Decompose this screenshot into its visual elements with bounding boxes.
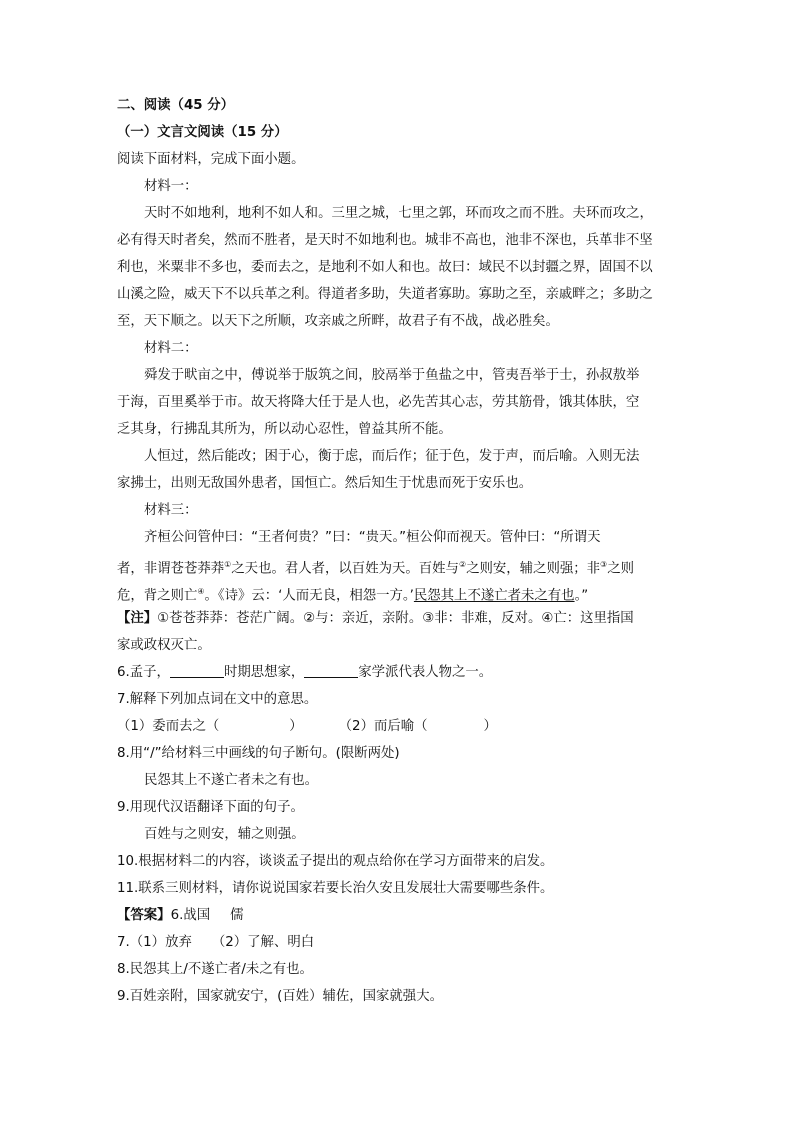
note-line [117,605,677,632]
material1-line: 至，天下顺之。以天下之所顺，攻亲戚之所畔，故君子有不战，战必胜矣。 [117,314,559,329]
material3-text: 危，背之则亡 [117,588,198,604]
answer-text: 儒 [230,908,244,923]
material2-line: 人恒过，然后能改；困于心，衡于虑，而后作；征于色，发于声，而后喻。入则无法 [144,449,640,464]
answer-text: 6.战国 [170,908,211,923]
answer-7 [117,929,677,956]
material2-label: 材料二： [144,341,198,356]
material3-text: 。” [574,588,589,604]
material3-line: 齐桓公问管仲曰：“王者何贵？”曰：“贵天。”桓公仰而视天。管仲曰：“所谓天 [144,530,601,545]
document-page [117,92,677,1010]
material1-line: 利也，米粟非不多也，委而去之，是地利不如人和也。故曰：域民不以封疆之界，固国不以 [117,260,653,275]
question-9-sentence: 百姓与之则安，辅之则强。 [144,827,305,842]
question-text: ） [289,719,303,734]
note-line: 家或政权灭亡。 [117,638,211,653]
answer-blank [170,662,224,678]
question-text: （1）委而去之（ [117,719,220,734]
instruction: 阅读下面材料，完成下面小题。 [117,152,305,167]
material3-text: 之则 [607,561,634,577]
answer-9: 9.百姓亲附，国家就安宁，(百姓）辅佐，国家就强大。 [117,989,443,1004]
note-label: 【注】 [117,611,158,626]
question-8: 8.用“/”给材料三中画线的句子断句。(限断两处) [117,746,400,761]
material3-text: 。《诗》云：‘人而无良，相怨一方。’ [204,588,414,604]
material1-line: 必有得天时者矣，然而不胜者，是天时不如地利也。城非不高也，池非不深也，兵革非不坚 [117,233,653,248]
material1-line: 山溪之险，威天下不以兵革之利。得道者多助，失道者寡助。寡助之至，亲戚畔之；多助之 [117,287,653,302]
answer-text: 7.（1）放弃 [117,935,192,950]
material3-text: 者，非谓苍苍莽莽 [117,561,225,577]
material3-label: 材料三： [144,503,198,518]
material2-line: 舜发于畎亩之中，傅说举于版筑之间，胶鬲举于鱼盐之中，管夷吾举于士，孙叔敖举 [144,368,640,383]
material2-line: 乏其身，行拂乱其所为，所以动心忍性，曾益其所不能。 [117,422,452,437]
question-7-items [117,713,677,740]
material3-line [117,578,677,605]
question-text: 家学派代表人物之一。 [358,665,493,680]
section-title: 二、阅读（45 分） [117,98,235,113]
answer-6 [117,902,677,929]
material3-text: 之则安，辅之则强；非 [466,561,601,577]
underlined-sentence: 民怨其上不遂亡者未之有也 [413,588,575,604]
answer-blank [304,662,358,678]
material2-line: 于海，百里奚举于市。故天将降大任于是人也，必先苦其心志，劳其筋骨，饿其体肤，空 [117,395,640,410]
footnote-marker: ① [224,560,232,569]
question-text: ） [483,719,497,734]
material3-text: 之天也。君人者，以百姓为天。百姓与 [231,561,459,577]
answer-text: （2）了解、明白 [211,935,315,950]
material1-label: 材料一： [144,179,198,194]
answer-label: 【答案】 [117,908,171,923]
question-11: 11.联系三则材料，请你说说国家若要长治久安且发展壮大需要哪些条件。 [117,881,554,896]
footnote-marker: ④ [197,587,205,596]
footnote-marker: ② [458,560,467,569]
question-text: 6.孟子， [117,665,170,680]
material2-line: 家拂士，出则无敌国外患者，国恒亡。然后知生于忧患而死于安乐也。 [117,476,533,491]
material3-line [117,551,677,578]
section-subtitle: （一）文言文阅读（15 分） [117,125,288,140]
question-9: 9.用现代汉语翻译下面的句子。 [117,800,304,815]
material1-line: 天时不如地利，地利不如人和。三里之城，七里之郭，环而攻之而不胜。夫环而攻之， [144,206,653,221]
note-text: ①苍苍莽莽：苍茫广阔。②与：亲近，亲附。③非：非难，反对。④亡：这里指国 [157,611,634,626]
question-7: 7.解释下列加点词在文中的意思。 [117,692,318,707]
answer-8: 8.民怨其上/不遂亡者/未之有也。 [117,962,313,977]
question-text: （2）而后喻（ [338,719,428,734]
question-10: 10.根据材料二的内容，谈谈孟子提出的观点给你在学习方面带来的启发。 [117,854,554,869]
question-6 [117,659,677,686]
footnote-marker: ③ [600,560,608,569]
question-8-sentence: 民怨其上不遂亡者未之有也。 [144,773,319,788]
question-text: 时期思想家， [223,665,305,680]
